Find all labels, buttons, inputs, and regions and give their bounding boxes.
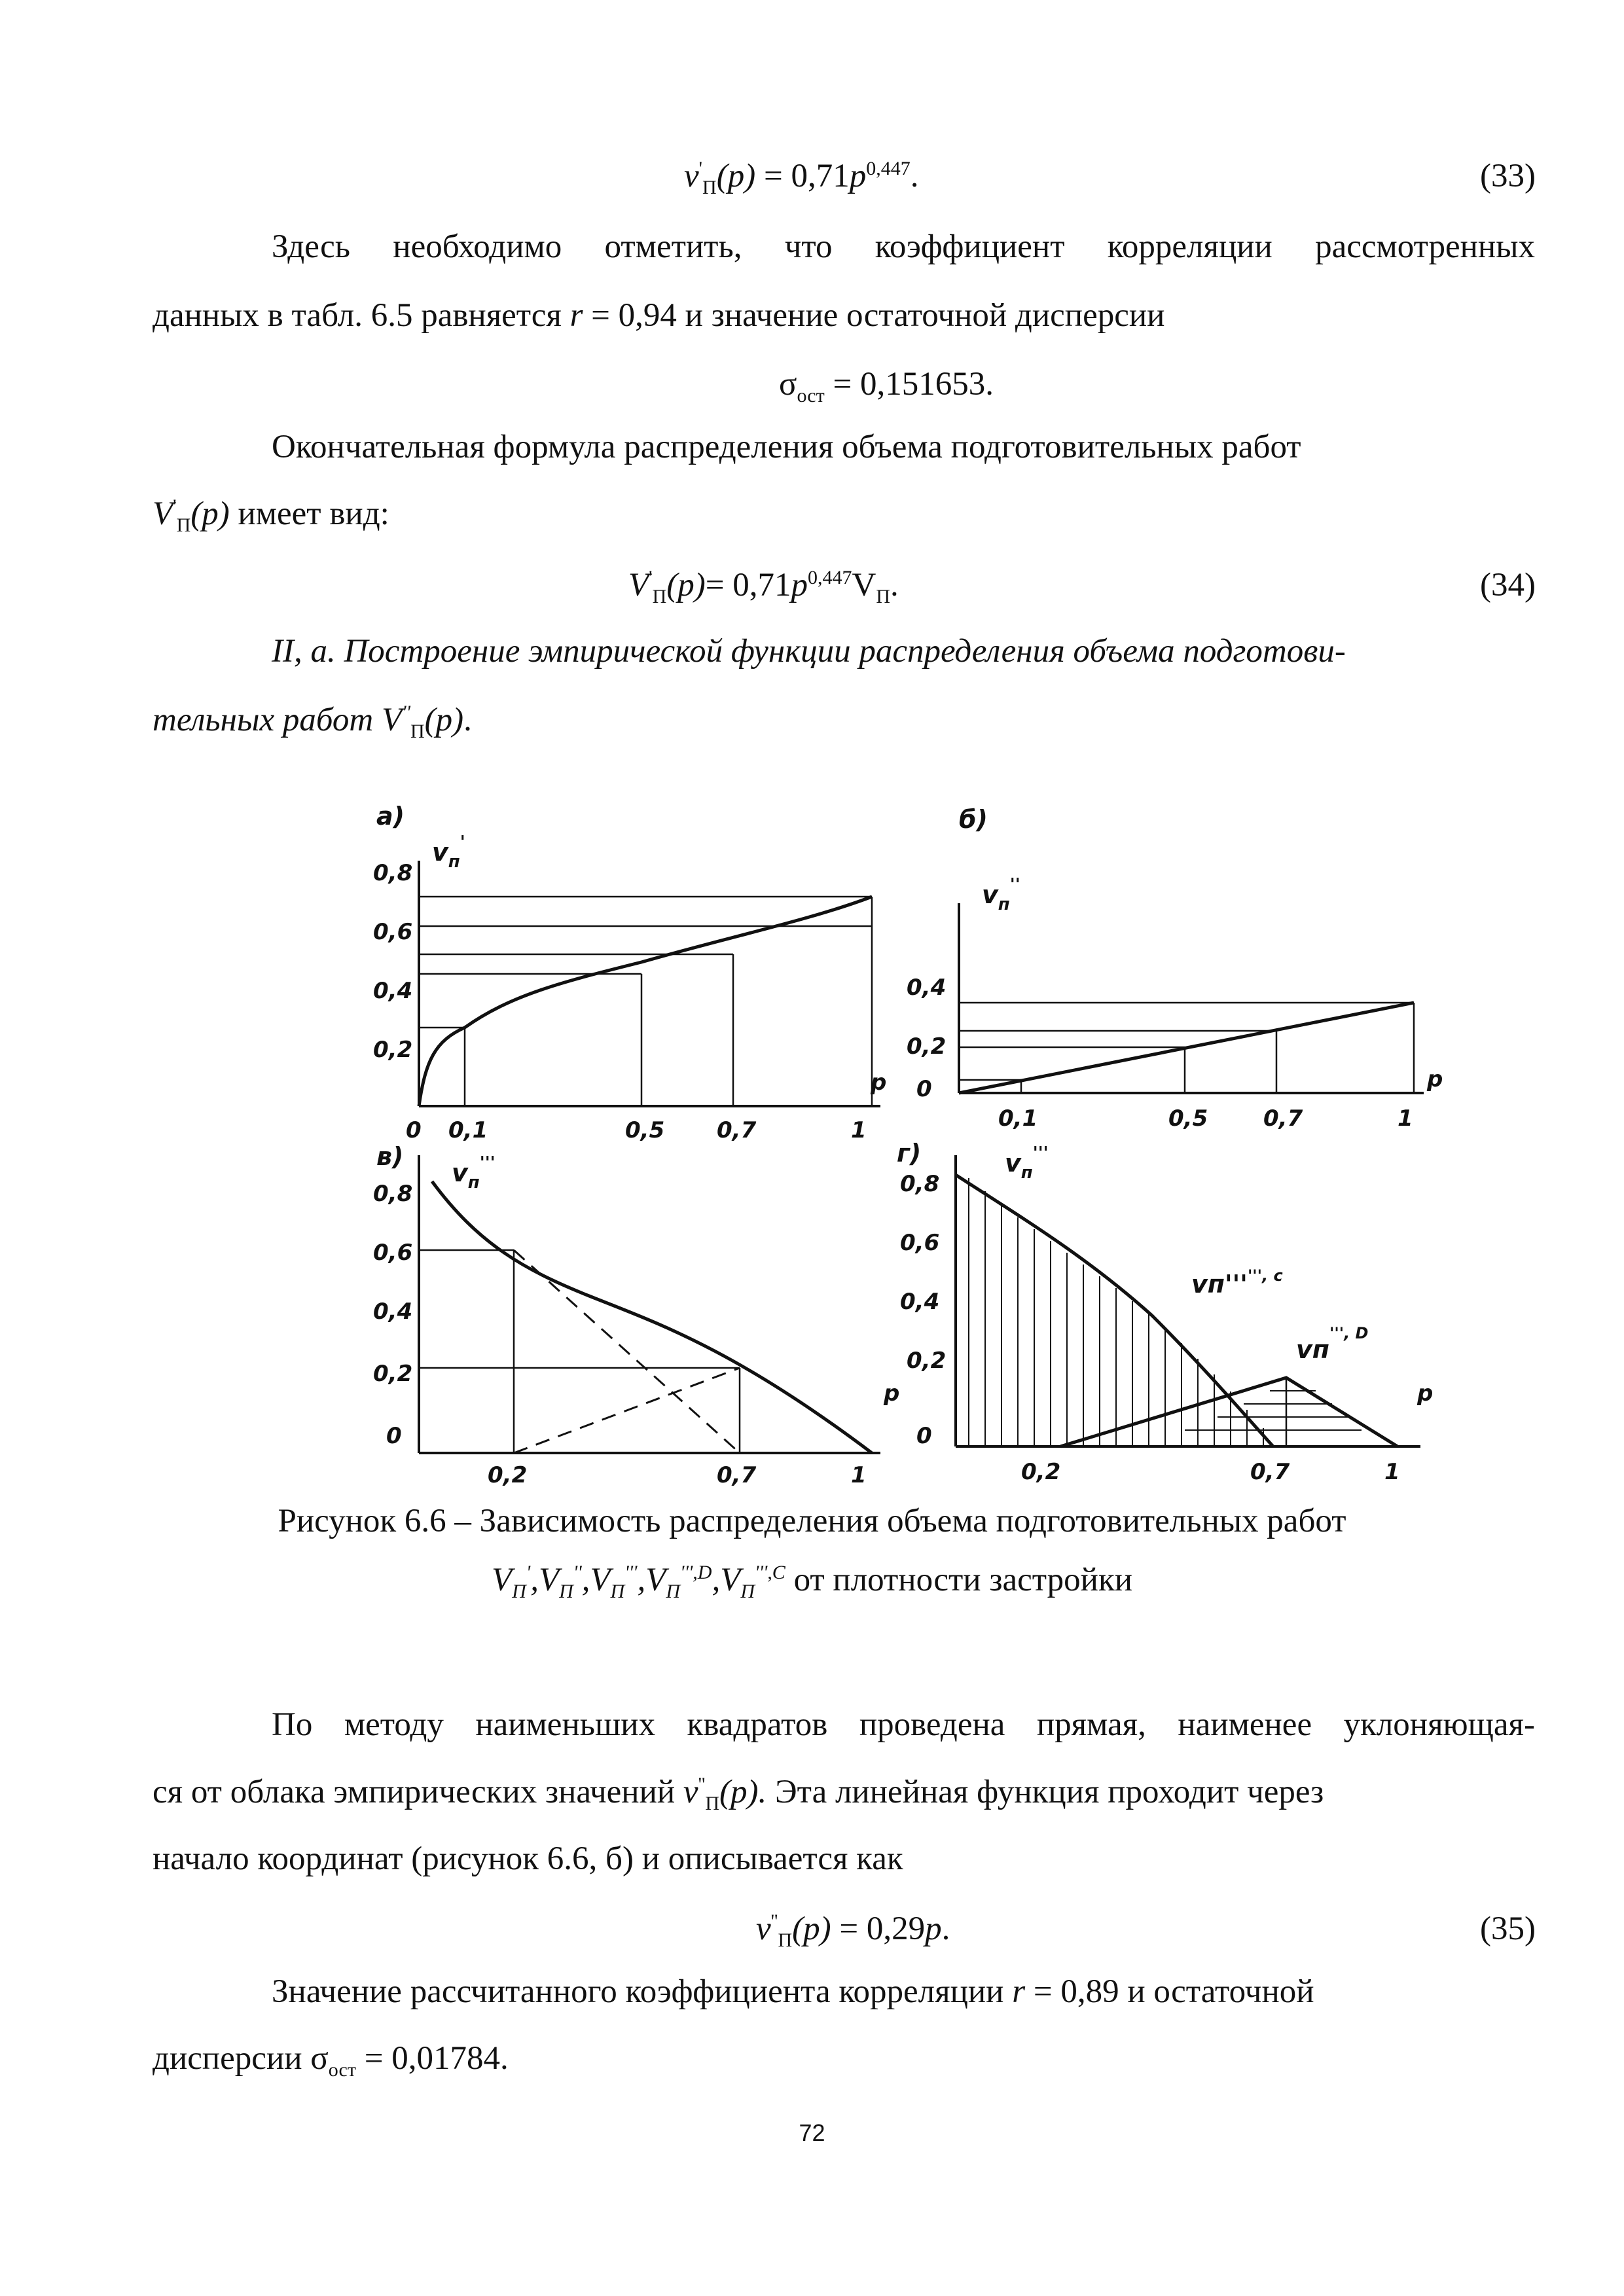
section-heading-line2 [153, 702, 472, 743]
para1-line2-b: = 0,94 и значение остаточной дисперсии [583, 297, 1165, 334]
panel-a-xtick: 0,5 [625, 1117, 665, 1143]
panel-g-ytick: 0,2 [907, 1348, 947, 1374]
panel-g-xlabel: p [1417, 1380, 1434, 1407]
para3-line3: начало координат (рисунок 6.6, б) и описывается как [153, 1840, 903, 1877]
panel-g-curve-d [1060, 1378, 1398, 1446]
eq33-arg: (p) [716, 158, 756, 194]
eq35-rhs: = 0,29 [831, 1910, 926, 1947]
panel-a-xtick: 0,7 [717, 1117, 757, 1143]
panel-v-curve [432, 1181, 872, 1453]
panel-b-ytick: 0,2 [907, 1033, 947, 1060]
panel-a-curve [419, 897, 872, 1106]
panel-g-label: г) [897, 1139, 922, 1168]
panel-v-xtick: 0,2 [488, 1462, 528, 1488]
para3-line2 [153, 1774, 1324, 1815]
caption-rest: от плотности застройки [785, 1562, 1133, 1598]
panel-v-ytick: 0,6 [373, 1240, 413, 1266]
panel-v-xtick: 1 [851, 1462, 867, 1488]
panel-b [907, 805, 1443, 1132]
panel-b-xtick: 1 [1398, 1105, 1413, 1132]
para1-line2 [153, 299, 1164, 332]
panel-b-xtick: 0,1 [998, 1105, 1038, 1132]
panel-b-xtick: 0,7 [1263, 1105, 1303, 1132]
para2-V: V [153, 495, 173, 532]
panel-g-xtick: 0,7 [1250, 1459, 1290, 1485]
panel-v-ytick: 0,2 [373, 1361, 413, 1387]
panel-g-ytick: 0,4 [900, 1289, 940, 1315]
page-number: 72 [799, 2119, 825, 2146]
heading-arg: (p) [424, 702, 464, 738]
section-heading-line1: II, а. Построение эмпирической функции распределения объема подготови- [272, 633, 1346, 670]
eq35-end: . [941, 1910, 950, 1947]
sigma-residual-1 [779, 366, 994, 407]
eq35-v: v [756, 1910, 771, 1947]
para2-prime: ' [173, 495, 177, 517]
eq34-rhs: = 0,71 [705, 567, 791, 603]
eq33-prime: ' [698, 158, 703, 179]
heading-a: тельных работ [153, 702, 382, 738]
panel-v-dashed [514, 1368, 740, 1453]
para1-r: r [569, 297, 583, 334]
figure-caption-line2: $V_П',V_П'',V_П''',V_П^{''',D},V_П^{''',C}$ от плотности застройки [491, 1562, 1133, 1603]
para3-v: v [683, 1774, 698, 1810]
eq34-rhs-V: V [852, 567, 876, 603]
panel-a-label: а) [376, 802, 405, 831]
panel-v-ytick: 0,8 [373, 1181, 413, 1207]
para4-a: Значение рассчитанного коэффициента корреляции [272, 1973, 1013, 2010]
panel-v-dashed [514, 1250, 740, 1453]
panel-v [373, 1142, 899, 1488]
eq34-V: V [628, 567, 649, 603]
eq34-sub: П [652, 586, 667, 608]
eq34-rhs-sub: П [876, 586, 890, 608]
equation-34-number: (34) [1480, 567, 1536, 603]
para4-line2 [153, 2040, 509, 2081]
panel-v-label: в) [376, 1142, 404, 1171]
eq33-p: p [849, 158, 867, 194]
panel-a-ylabel: $v_п'$ [432, 833, 465, 872]
panel-a [373, 802, 886, 1143]
panel-v-xtick: 0,7 [717, 1462, 757, 1488]
para3-b: Эта линейная функция проходит через [767, 1774, 1324, 1810]
panel-a-xlabel: p [871, 1069, 887, 1096]
para1-line1: Здесь необходимо отметить, что коэффициент корреляции рассмотренных [272, 228, 1535, 265]
eq34-prime: ' [649, 567, 653, 588]
panel-g-triangle-hatch [1185, 1391, 1362, 1430]
panel-g-curve-c-label: $vп'''^{''', c}$ [1191, 1266, 1283, 1299]
eq35-sup: '' [770, 1910, 778, 1932]
para4-line2-a: дисперсии [153, 2040, 311, 2077]
para3-line1: По методу наименьших квадратов проведена прямая, наименее уклоняющая- [272, 1706, 1535, 1743]
eq34-end: . [890, 567, 899, 603]
panel-g-curve-c [956, 1175, 1273, 1446]
heading-end: . [463, 702, 472, 738]
para4-b: = 0,89 и остаточной [1025, 1973, 1314, 2010]
para4-sigma-val: = 0,01784. [355, 2040, 509, 2077]
panel-v-ylabel: $v_п'''$ [452, 1153, 496, 1193]
figure-caption-line1: Рисунок 6.6 – Зависимость распределения объема подготовительных работ [278, 1503, 1346, 1539]
eq34-arg: (p) [666, 567, 706, 603]
panel-g-xtick: 0,2 [1021, 1459, 1061, 1485]
panel-b-ylabel: $v_п''$ [982, 875, 1020, 914]
equation-33 [684, 157, 919, 199]
sigma-symbol: σ [779, 366, 797, 403]
sigma-sub: ост [797, 385, 825, 407]
equation-33-number: (33) [1480, 158, 1536, 194]
para3-sub: П [705, 1793, 720, 1815]
panel-g-ytick: 0 [916, 1423, 932, 1449]
eq33-v: v [684, 158, 699, 194]
equation-35 [756, 1910, 950, 1952]
panel-v-xlabel: p [884, 1380, 900, 1407]
panel-a-xtick: 0 [406, 1117, 422, 1143]
panel-g-ytick: 0,8 [900, 1171, 940, 1197]
equation-34 [628, 566, 899, 608]
panel-g-curve-d-label: $vп^{''', D}$ [1296, 1324, 1369, 1364]
panel-b-ytick: 0 [916, 1076, 932, 1102]
panel-g-hatch [969, 1178, 1263, 1446]
equation-35-number: (35) [1480, 1910, 1536, 1947]
para4-sigma-sub: ост [328, 2059, 356, 2081]
panel-a-xtick: 1 [851, 1117, 867, 1143]
figure-6-6 [367, 798, 1492, 1492]
eq34-p: p [791, 567, 808, 603]
panel-b-label: б) [959, 805, 988, 834]
para2-line1: Окончательная формула распределения объема подготовительных работ [272, 429, 1301, 465]
para2-rest: имеет вид: [229, 495, 389, 532]
eq33-exp: 0,447 [866, 158, 911, 179]
panel-b-xtick: 0,5 [1168, 1105, 1208, 1132]
panel-v-ytick: 0 [386, 1423, 402, 1449]
para3-sup: '' [698, 1774, 706, 1795]
eq35-p: p [925, 1910, 942, 1947]
eq33-rhs: = 0,71 [755, 158, 850, 194]
panel-a-ytick: 0,8 [373, 860, 413, 886]
panel-g-ylabel: $v_п'''$ [1005, 1143, 1049, 1183]
para1-line2-a: данных в табл. 6.5 равняется [153, 297, 570, 334]
panel-v-ytick: 0,4 [373, 1299, 413, 1325]
heading-sub: П [410, 721, 425, 743]
eq33-sub: П [702, 177, 717, 199]
para2-line2 [153, 495, 389, 537]
sigma-value: = 0,151653. [824, 366, 994, 403]
panel-a-ytick: 0,2 [373, 1037, 413, 1063]
para4-line1 [272, 1975, 1314, 2009]
para4-sigma: σ [310, 2040, 329, 2077]
para2-sub: П [176, 514, 191, 537]
panel-g-xtick: 1 [1384, 1459, 1400, 1485]
panel-b-ytick: 0,4 [907, 975, 947, 1001]
eq35-sub: П [778, 1929, 793, 1952]
para3-a: ся от облака эмпирических значений [153, 1774, 683, 1810]
panel-a-xtick: 0,1 [448, 1117, 488, 1143]
panel-a-ytick: 0,6 [373, 919, 413, 945]
eq33-end: . [910, 158, 919, 194]
heading-sup: '' [402, 702, 410, 723]
heading-V: V [381, 702, 403, 738]
eq34-exp: 0,447 [807, 567, 852, 588]
para4-r: r [1012, 1973, 1026, 2010]
para2-arg: (p) [190, 495, 230, 532]
eq35-arg: (p) [792, 1910, 831, 1947]
panel-a-ytick: 0,4 [373, 978, 413, 1004]
panel-g [897, 1139, 1433, 1485]
panel-g-ytick: 0,6 [900, 1230, 940, 1256]
panel-b-xlabel: p [1427, 1066, 1443, 1092]
para3-arg: (p). [719, 1774, 767, 1810]
